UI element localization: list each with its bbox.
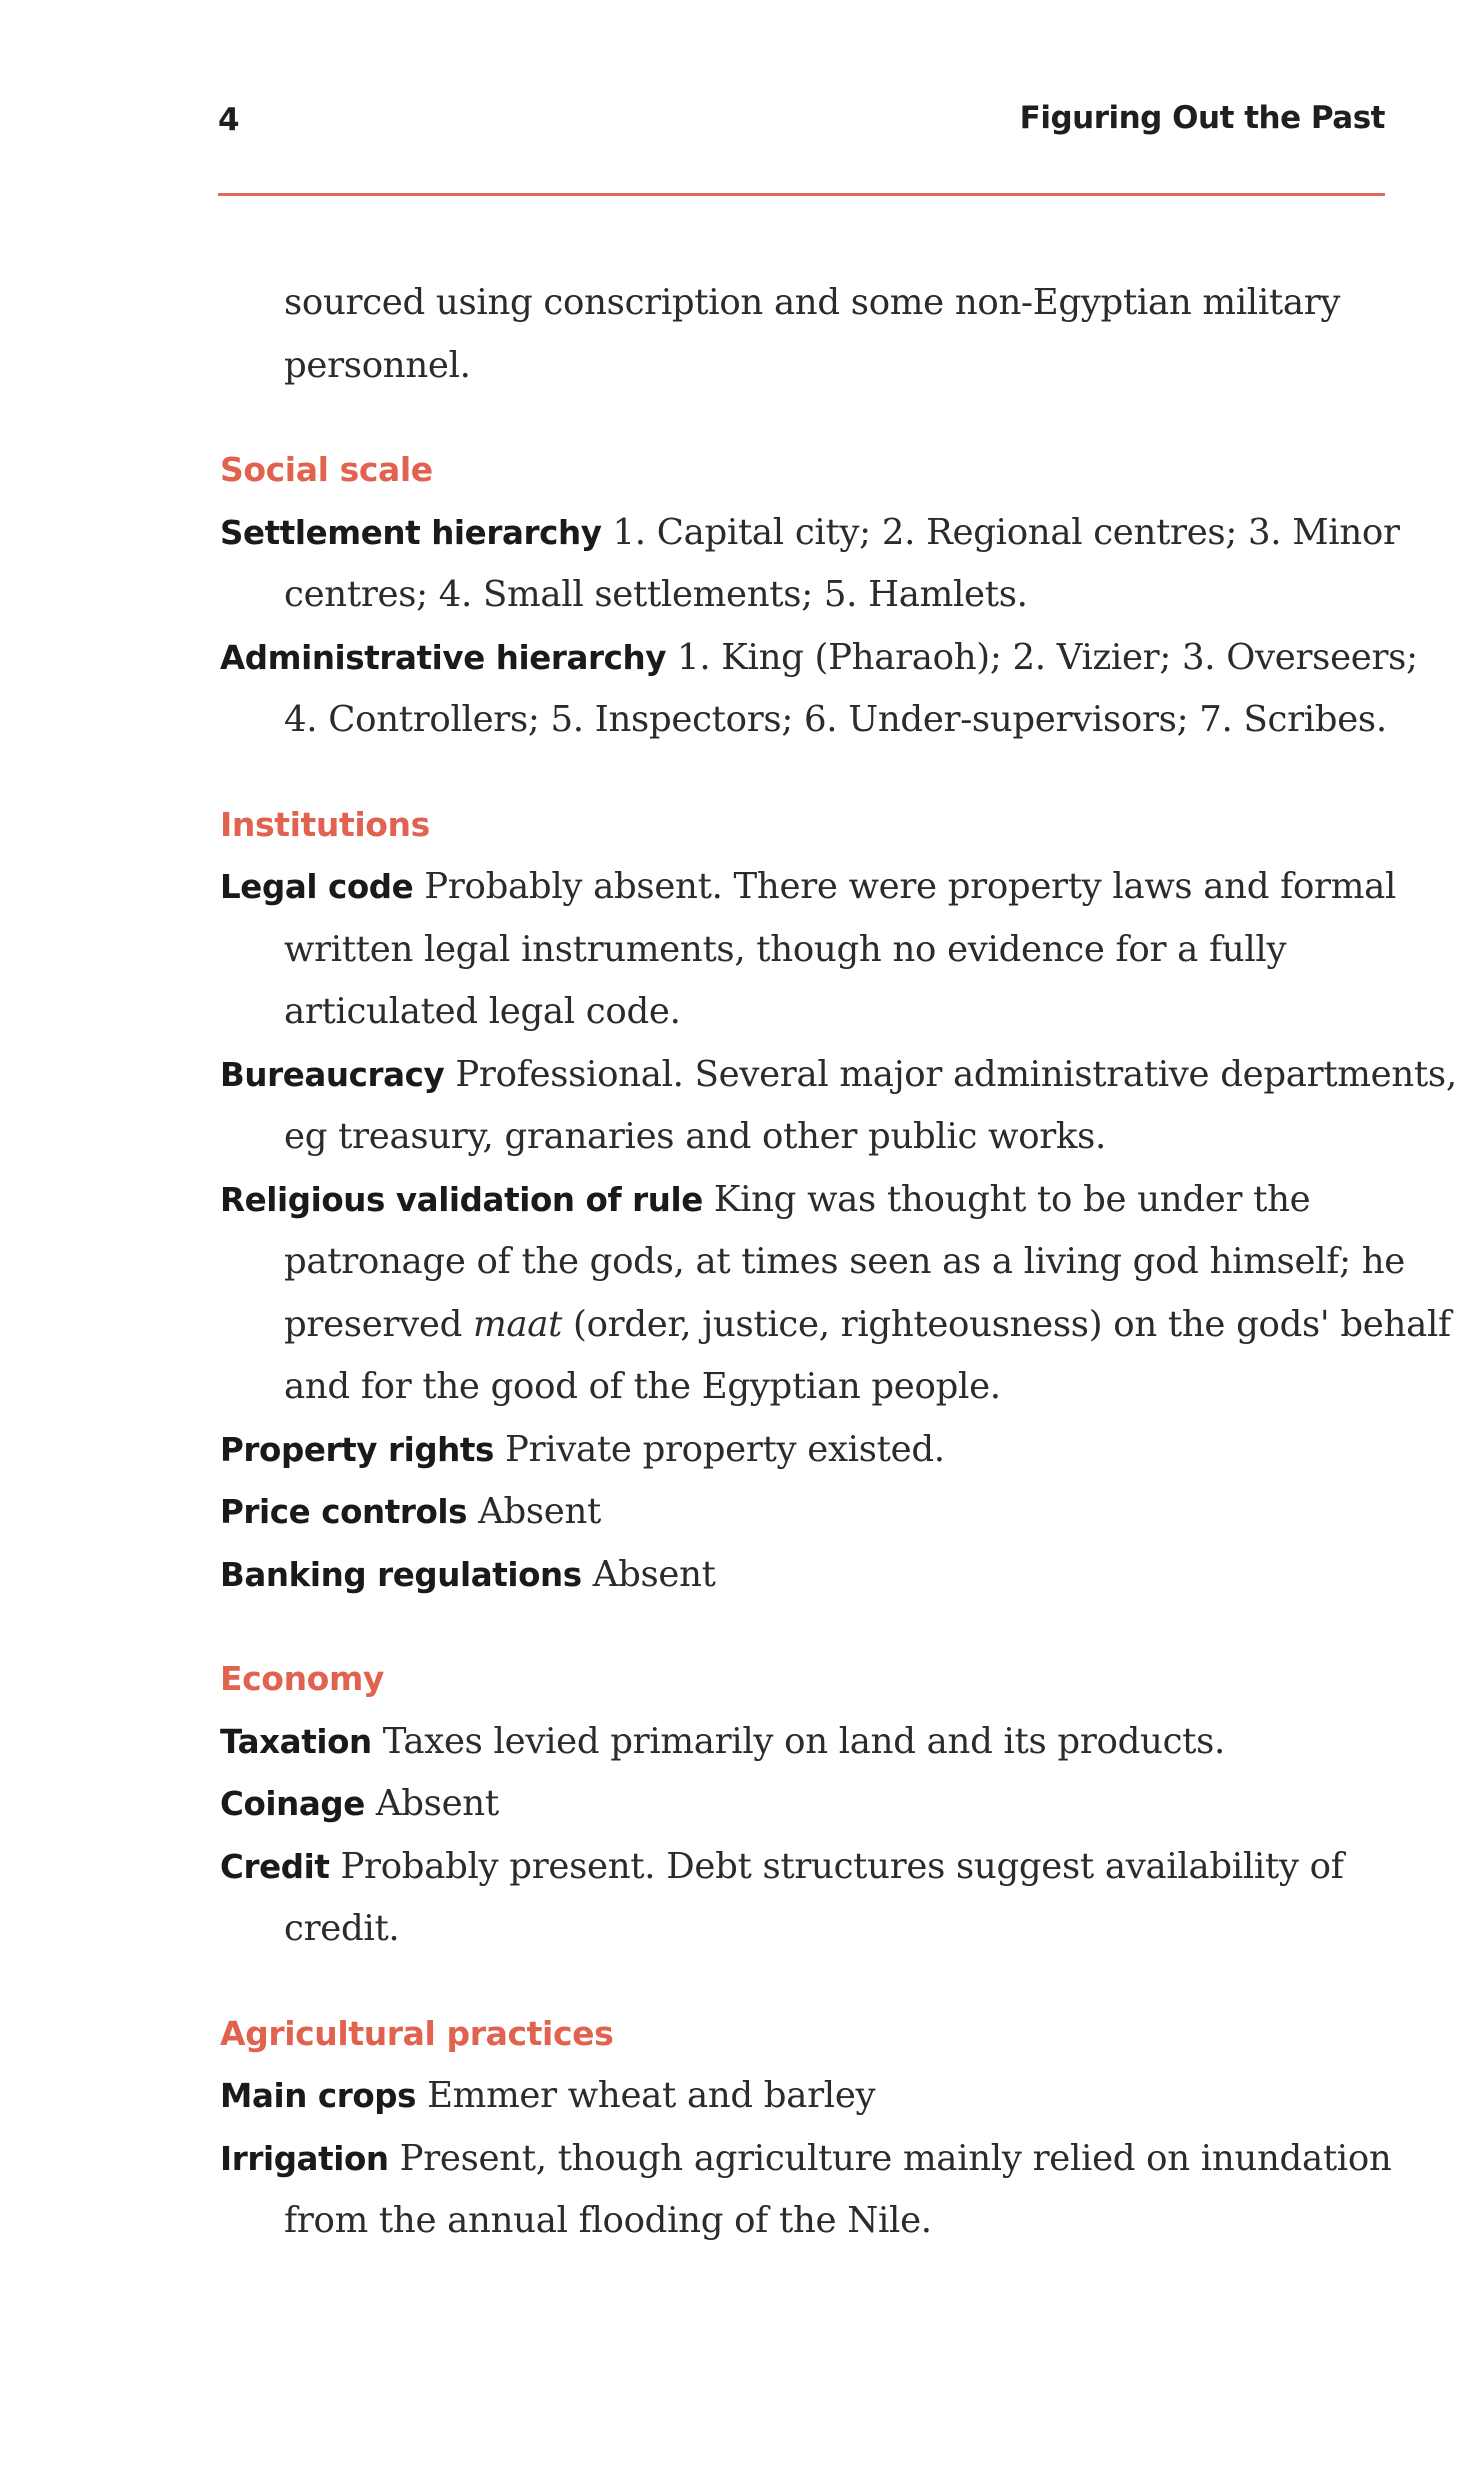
entry-credit: [220, 1836, 1420, 1961]
entry-administrative-hierarchy: [220, 627, 1420, 752]
entry-main-crops: [220, 2065, 1420, 2128]
text-line: [220, 2065, 1420, 2128]
entry-term: Banking regulations: [220, 1555, 582, 1594]
entry-term: Price controls: [220, 1493, 468, 1531]
text-line: from the annual flooding of the Nile.: [284, 2200, 932, 2241]
text-line: eg treasury, granaries and other public works.: [284, 1116, 1107, 1157]
text-line: patronage of the gods, at times seen as a living god himself; he: [284, 1241, 1405, 1282]
section-economy: [220, 1648, 1420, 1961]
text-line: [220, 1044, 1457, 1107]
text-line: [220, 1836, 1420, 1899]
text-line: articulated legal code.: [284, 991, 681, 1032]
entry-price-controls: [220, 1481, 1420, 1544]
section-heading: Economy: [220, 1659, 385, 1698]
entry-irrigation: [220, 2128, 1420, 2253]
header-rule: [218, 193, 1385, 196]
section-spacer: [220, 752, 1420, 794]
text-line: [220, 627, 1420, 690]
entry-religious-validation: [220, 1169, 1451, 1419]
text-line: 4. Controllers; 5. Inspectors; 6. Under-supervisors; 7. Scribes.: [284, 699, 1387, 740]
text-line: credit.: [284, 1908, 400, 1949]
text-line: [220, 1711, 1420, 1774]
section-spacer: [220, 1961, 1420, 2003]
entry-legal-code: [220, 856, 1420, 1044]
section-institutions: [220, 794, 1457, 1607]
entry-term: Taxation: [220, 1722, 372, 1761]
entry-term: Property rights: [220, 1430, 494, 1469]
entry-text: Absent: [364, 1783, 499, 1824]
entry-property-rights: [220, 1419, 1420, 1482]
text-line: [220, 2128, 1420, 2191]
entry-banking-regulations: [220, 1544, 1420, 1607]
entry-text: Private property existed.: [494, 1428, 945, 1470]
page-body: [220, 272, 1457, 2253]
text-line: [220, 1169, 1420, 1232]
page-number: 4: [218, 102, 240, 138]
section-heading: Agricultural practices: [220, 2013, 614, 2053]
text-line: and for the good of the Egyptian people.: [284, 1366, 1001, 1407]
entry-text: 1. Capital city; 2. Regional centres; 3. Minor: [601, 511, 1400, 553]
text-line: [220, 1419, 1420, 1482]
entry-text: preserved: [284, 1303, 473, 1345]
text-line: centres; 4. Small settlements; 5. Hamlets.: [284, 574, 1028, 615]
entry-term: Irrigation: [220, 2139, 389, 2178]
running-title: Figuring Out the Past: [1019, 100, 1385, 136]
text-line: [220, 856, 1420, 919]
entry-term: Settlement hierarchy: [220, 513, 602, 552]
section-spacer: [220, 1606, 1420, 1648]
entry-text: King was thought to be under the: [702, 1178, 1311, 1220]
entry-term: Bureaucracy: [220, 1055, 445, 1094]
italic-term-maat: maat: [472, 1303, 563, 1345]
entry-text: Taxes levied primarily on land and its products.: [371, 1720, 1226, 1762]
section-spacer: [220, 397, 1420, 439]
section-heading: Social scale: [220, 450, 433, 489]
text-line: [220, 502, 1420, 565]
entry-term: Legal code: [220, 868, 414, 906]
intro-paragraph: [220, 272, 1420, 397]
entry-text: 1. King (Pharaoh); 2. Vizier; 3. Overseers;: [666, 636, 1418, 678]
entry-text: Professional. Several major administrative departments,: [444, 1053, 1457, 1095]
entry-text: (order, justice, righteousness) on the gods' behalf: [562, 1303, 1451, 1345]
text-line: written legal instruments, though no evidence for a fully: [284, 928, 1287, 970]
entry-term: Coinage: [220, 1785, 365, 1823]
entry-coinage: [220, 1773, 1420, 1836]
entry-term: Credit: [220, 1847, 330, 1886]
text-line: [220, 1773, 1420, 1836]
entry-bureaucracy: [220, 1044, 1457, 1169]
text-line: sourced using conscription and some non-Egyptian military: [284, 282, 1341, 323]
entry-term: Administrative hierarchy: [220, 638, 667, 677]
entry-text: Present, though agriculture mainly relied on inundation: [388, 2137, 1392, 2179]
entry-term: Main crops: [220, 2077, 417, 2115]
entry-text: Absent: [467, 1491, 602, 1532]
entry-term: Religious validation of rule: [220, 1180, 703, 1219]
text-line: [220, 1544, 1420, 1607]
entry-text: Emmer wheat and barley: [416, 2075, 876, 2116]
text-line: [220, 1481, 1420, 1544]
section-heading: Institutions: [220, 804, 430, 844]
entry-settlement-hierarchy: [220, 502, 1420, 627]
section-agricultural-practices: [220, 2003, 1420, 2253]
text-line: [220, 1294, 1451, 1357]
entry-text: Probably present. Debt structures suggest availability of: [329, 1845, 1344, 1887]
text-line: personnel.: [284, 344, 471, 386]
section-social-scale: [220, 439, 1420, 752]
entry-text: Absent: [581, 1553, 716, 1595]
entry-text: Probably absent. There were property laws and formal: [413, 866, 1397, 907]
entry-taxation: [220, 1711, 1420, 1774]
